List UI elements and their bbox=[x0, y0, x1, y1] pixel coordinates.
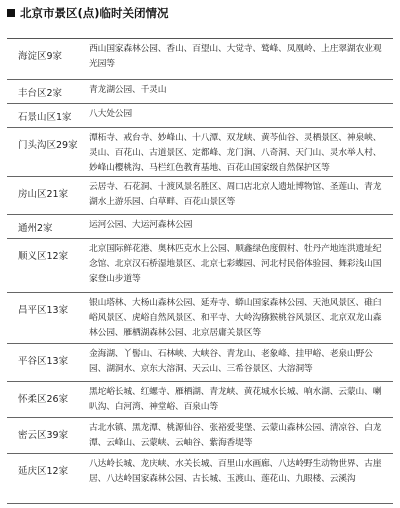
sites-cell: 八大处公园 bbox=[89, 109, 132, 119]
district-cell: 昌平区13家 bbox=[18, 305, 69, 316]
sites-cell: 青龙湖公园、千灵山 bbox=[89, 85, 167, 95]
sites-cell: 潭柘寺、戒台寺、妙峰山、十八潭、双龙峡、黄芩仙谷、灵栖景区、神泉峡、灵山、百花山、古道景区、定都峰、龙门涧、八奇洞、天门山、灵水举人村、妙峰山樱桃沟、马栏红色教育基地、百花山国家级自然保护区等 bbox=[89, 133, 382, 173]
table-row bbox=[7, 382, 393, 418]
table-row bbox=[7, 39, 393, 80]
page-title-text: 北京市景区(点)临时关闭情况 bbox=[20, 6, 169, 20]
table-row bbox=[7, 80, 393, 104]
district-cell: 平谷区13家 bbox=[18, 356, 69, 367]
district-cell: 丰台区2家 bbox=[18, 88, 63, 99]
table-row bbox=[7, 104, 393, 128]
district-cell: 怀柔区26家 bbox=[18, 394, 69, 405]
district-cell: 房山区21家 bbox=[18, 189, 69, 200]
sites-cell: 古北水镇、黑龙潭、桃源仙谷、张裕爱斐堡、云蒙山森林公园、清凉谷、白龙潭、云峰山、云蒙峡、云岫谷、紫海香堤等 bbox=[89, 423, 382, 448]
page-title bbox=[7, 5, 169, 21]
table-row bbox=[7, 418, 393, 454]
table-row bbox=[7, 128, 393, 177]
district-cell: 密云区39家 bbox=[18, 430, 69, 441]
sites-cell: 运河公园、大运河森林公园 bbox=[89, 220, 193, 230]
sites-cell: 西山国家森林公园、香山、百望山、大觉寺、鹫峰、凤凰岭、上庄翠湖农业观光园等 bbox=[89, 44, 382, 69]
district-cell: 顺义区12家 bbox=[18, 251, 69, 262]
table-row bbox=[7, 454, 393, 504]
district-cell: 门头沟区29家 bbox=[18, 140, 78, 151]
table-row bbox=[7, 239, 393, 293]
table-row bbox=[7, 344, 393, 382]
district-cell: 延庆区12家 bbox=[18, 466, 69, 477]
sites-cell: 北京国际鲜花港、奥林匹克水上公园、顺鑫绿色度假村、牡丹产地连洪遗址纪念馆、北京汉石桥湿地景区、北京七彩蝶园、河北村民俗体验园、舞彩浅山国家登山步道等 bbox=[89, 244, 382, 284]
sites-cell: 黑坨峪长城、红螺寺、雁栖湖、青龙峡、黄花城水长城、响水湖、云蒙山、喇叭沟、白河湾、神堂峪、百泉山等 bbox=[89, 387, 382, 412]
district-cell: 海淀区9家 bbox=[18, 51, 63, 62]
table-row bbox=[7, 215, 393, 239]
black-square-icon bbox=[7, 9, 15, 17]
table-row bbox=[7, 177, 393, 215]
sites-cell: 八达岭长城、龙庆峡、水关长城、百里山水画廊、八达岭野生动物世界、古崖居、八达岭国家森林公园、古长城、玉渡山、莲花山、九眼楼、云溪沟 bbox=[89, 459, 382, 484]
district-cell: 通州2家 bbox=[18, 223, 53, 234]
sites-cell: 银山塔林、大杨山森林公园、延寿寺、蟒山国家森林公园、天池风景区、碓臼峪风景区、虎峪自然风景区、和平寺、大岭沟猕猴桃谷风景区、北京双龙山森林公园、雁栖湖森林公园、北京居庸关景区等 bbox=[89, 298, 382, 338]
closure-table bbox=[7, 38, 393, 504]
sites-cell: 云居寺、石花洞、十渡风景名胜区、周口店北京人遗址博物馆、圣莲山、青龙湖水上游乐园、白草畔、百花山景区等 bbox=[89, 182, 382, 207]
table-row bbox=[7, 293, 393, 344]
district-cell: 石景山区1家 bbox=[18, 112, 72, 123]
sites-cell: 金海湖、丫髻山、石林峡、大峡谷、青龙山、老象峰、挂甲峪、老泉山野公园、湖洞水、京东大溶洞、天云山、三希谷景区、大溶洞等 bbox=[89, 349, 373, 374]
